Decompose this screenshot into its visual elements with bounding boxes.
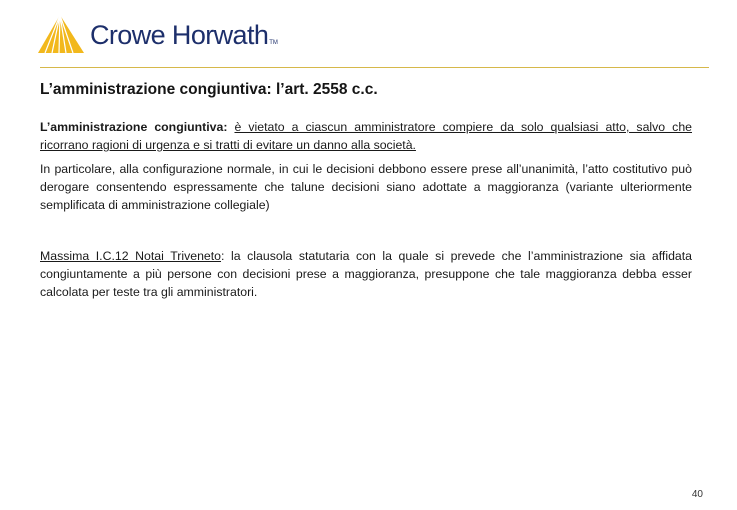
paragraph-definition bbox=[40, 118, 692, 154]
paragraph-majority-derogation: In particolare, alla configurazione normale, in cui le decisioni debbono essere prese all’unanimità, l’atto costitutivo può derogare consentendo espressamente che talune decisioni siano adottate a maggioranza (variante ulteriormente semplificata di amministrazione collegiale) bbox=[40, 162, 692, 212]
massima-text: : la clausola statutaria con la quale si prevede che l’amministrazione sia affidata congiuntamente a più persone con decisioni prese a maggioranza, presuppone che tale maggioranza debba esser calcolata per teste tra gli amministratori. bbox=[40, 249, 693, 299]
paragraph-massima bbox=[40, 247, 692, 301]
definition-lead: L’amministrazione congiuntiva: bbox=[40, 120, 228, 134]
definition-underlined-text: è vietato a ciascun amministratore compiere da solo qualsiasi atto, salvo che ricorrano ragioni di urgenza e si tratti di evitare un danno alla società. bbox=[40, 120, 692, 152]
slide-title: L’amministrazione congiuntiva: l’art. 2558 c.c. bbox=[40, 81, 378, 98]
brand-name: Crowe HorwathTM bbox=[90, 20, 278, 50]
crowe-logo-mark-icon bbox=[38, 14, 86, 54]
crowe-horwath-logo bbox=[38, 14, 288, 56]
header-divider bbox=[40, 67, 709, 68]
brand-trademark: TM bbox=[269, 40, 278, 46]
page-number: 40 bbox=[691, 489, 703, 500]
massima-source: Massima I.C.12 Notai Triveneto bbox=[40, 249, 222, 263]
